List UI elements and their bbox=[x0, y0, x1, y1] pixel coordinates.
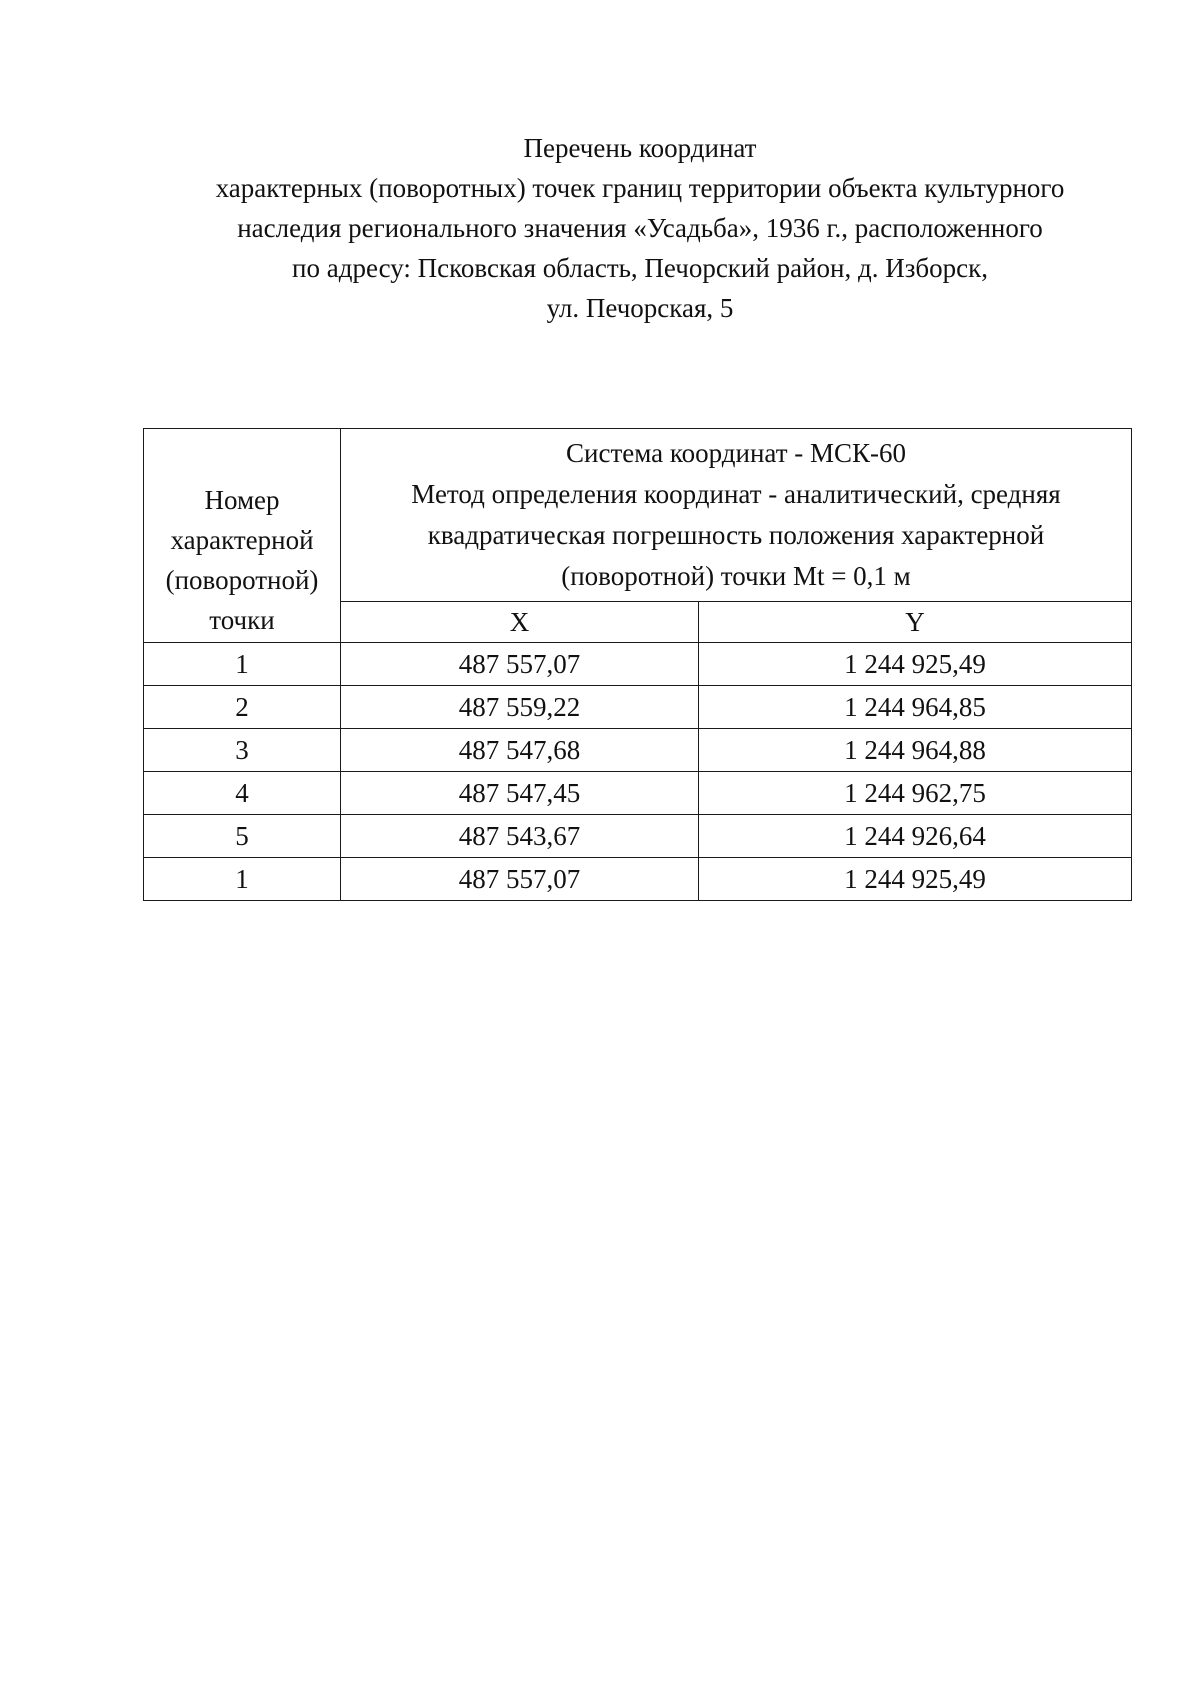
point-number-cell: 4 bbox=[144, 772, 341, 815]
table-row bbox=[144, 858, 1132, 901]
x-coordinate-cell: 487 547,45 bbox=[341, 772, 699, 815]
title-line: Перечень координат bbox=[523, 133, 757, 163]
point-number-header bbox=[144, 429, 341, 643]
point-header-line: (поворотной) bbox=[165, 565, 319, 595]
point-number-cell: 1 bbox=[144, 643, 341, 686]
y-coordinate-cell: 1 244 964,88 bbox=[699, 729, 1132, 772]
x-coordinate-cell: 487 543,67 bbox=[341, 815, 699, 858]
title-line: наследия регионального значения «Усадьба», 1936 г., расположенного bbox=[237, 213, 1043, 243]
table-row bbox=[144, 815, 1132, 858]
x-coordinate-cell: 487 557,07 bbox=[341, 858, 699, 901]
point-number-cell: 2 bbox=[144, 686, 341, 729]
x-coordinate-cell: 487 559,22 bbox=[341, 686, 699, 729]
x-coordinate-cell: 487 547,68 bbox=[341, 729, 699, 772]
title-line: по адресу: Псковская область, Печорский район, д. Изборск, bbox=[292, 253, 988, 283]
document-title bbox=[150, 128, 1130, 328]
title-line: ул. Печорская, 5 bbox=[546, 293, 734, 323]
point-number-cell: 5 bbox=[144, 815, 341, 858]
title-line: характерных (поворотных) точек границ территории объекта культурного bbox=[215, 173, 1065, 203]
coordinate-system-header bbox=[341, 429, 1132, 602]
y-column-header: Y bbox=[699, 602, 1132, 643]
table-row bbox=[144, 772, 1132, 815]
y-coordinate-cell: 1 244 964,85 bbox=[699, 686, 1132, 729]
system-header-line: Метод определения координат - аналитический, средняя bbox=[411, 479, 1061, 509]
point-header-line: точки bbox=[209, 605, 275, 635]
point-header-line: Номер bbox=[204, 485, 280, 515]
table-row bbox=[144, 686, 1132, 729]
point-header-line: характерной bbox=[170, 525, 314, 555]
system-header-line: квадратическая погрешность положения характерной bbox=[427, 520, 1045, 550]
point-number-cell: 1 bbox=[144, 858, 341, 901]
coordinates-table bbox=[143, 428, 1132, 901]
point-number-cell: 3 bbox=[144, 729, 341, 772]
table-row bbox=[144, 643, 1132, 686]
y-coordinate-cell: 1 244 926,64 bbox=[699, 815, 1132, 858]
x-column-header: X bbox=[341, 602, 699, 643]
x-coordinate-cell: 487 557,07 bbox=[341, 643, 699, 686]
system-header-line: (поворотной) точки Mt = 0,1 м bbox=[561, 561, 911, 591]
y-coordinate-cell: 1 244 962,75 bbox=[699, 772, 1132, 815]
system-header-line: Система координат - МСК-60 bbox=[566, 438, 906, 468]
table-row bbox=[144, 729, 1132, 772]
y-coordinate-cell: 1 244 925,49 bbox=[699, 643, 1132, 686]
y-coordinate-cell: 1 244 925,49 bbox=[699, 858, 1132, 901]
